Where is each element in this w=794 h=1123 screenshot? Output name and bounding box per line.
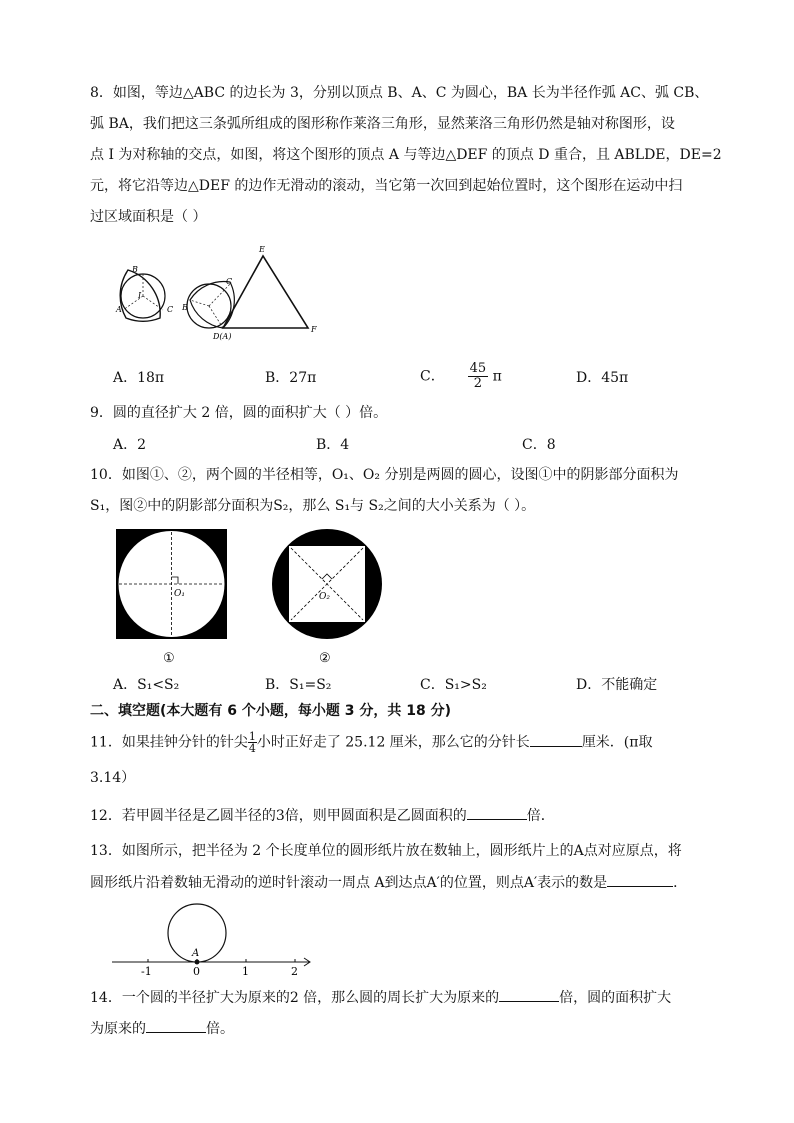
q10-figure-1 xyxy=(116,529,228,667)
q8-option-c-prefix: C． xyxy=(420,368,445,385)
q14-line-1 xyxy=(90,987,671,1008)
q14-part-3: 为原来的 xyxy=(90,1021,146,1037)
q8-option-c-fraction: $\frac{45}{2}$ xyxy=(469,361,487,391)
q8-option-c[interactable] xyxy=(420,362,502,391)
triangle-def xyxy=(223,256,308,328)
fig8-label-e: E xyxy=(259,245,265,254)
q10-line-1: 10．如图①、②，两个圆的半径相等，O₁、O₂ 分别是两圆的圆心，设图①中的阴影部分面积为 xyxy=(90,467,679,483)
q12-answer-blank[interactable] xyxy=(467,805,527,820)
fig1-caption: ① xyxy=(163,651,175,666)
q10-option-a[interactable]: A．S₁<S₂ xyxy=(113,677,180,693)
q10-option-b[interactable]: B．S₁=S₂ xyxy=(265,677,332,693)
q8-option-c-suffix: π xyxy=(492,368,502,385)
q9-option-a[interactable]: A．2 xyxy=(113,437,147,453)
q11-fraction: $\frac{1}{4}$ xyxy=(248,730,256,755)
fig2-caption: ② xyxy=(319,651,331,666)
q8-reuleaux-figure xyxy=(108,240,328,345)
q14-line-2 xyxy=(90,1018,234,1039)
fig8-label-b2: B xyxy=(182,303,188,312)
section-2-heading: 二、填空题(本大题有 6 个小题，每小题 3 分，共 18 分) xyxy=(90,703,452,719)
q14-answer-blank-2[interactable] xyxy=(146,1018,206,1033)
fig8-label-c: C xyxy=(226,277,233,286)
q8-line-5: 过区域面积是（ ） xyxy=(90,209,207,225)
q10-figure-2 xyxy=(272,529,384,667)
q13-answer-blank[interactable] xyxy=(607,872,673,887)
q14-part-4: 倍。 xyxy=(206,1021,234,1037)
tick-label-1: 1 xyxy=(242,965,249,978)
tick-label-2: 2 xyxy=(291,965,298,978)
q8-line-4: 元，将它沿等边△DEF 的边作无滑动的滚动，当它第一次回到起始位置时，这个图形在运动中扫 xyxy=(90,178,683,194)
q8-line-1: 8．如图，等边△ABC 的边长为 3，分别以顶点 B、A、C 为圆心，BA 长为半径作弧 AC、弧 CB、 xyxy=(90,85,709,101)
fig8-label-i: I xyxy=(138,291,142,300)
q12-part-1: 12．若甲圆半径是乙圆半径的3倍，则甲圆面积是乙圆面积的 xyxy=(90,808,467,824)
q13-part-1: 圆形纸片沿着数轴无滑动的逆时针滚动一周点 A到达点A′的位置，则点A′表示的数是 xyxy=(90,875,608,891)
q13-part-2: ． xyxy=(673,875,688,891)
fig8-label-c-left: C xyxy=(167,305,174,314)
fig1-center-label: O₁ xyxy=(174,589,185,599)
q9-stem: 9．圆的直径扩大 2 倍，圆的面积扩大（ ）倍。 xyxy=(90,405,388,421)
q11-part-1: 11．如果挂钟分针的针尖 xyxy=(90,734,248,751)
fig8-label-da: D(A) xyxy=(213,332,232,341)
q8-line-3: 点 I 为对称轴的交点，如图，将这个图形的顶点 A 与等边△DEF 的顶点 D 重合，且 ABLDE，DE=2 xyxy=(90,147,722,163)
tick-label-neg1: -1 xyxy=(141,965,152,978)
fig8-label-a-left: A xyxy=(116,305,122,314)
q14-part-2: 倍，圆的面积扩大 xyxy=(559,990,672,1006)
point-a xyxy=(195,960,200,965)
fig8-label-b: B xyxy=(132,265,138,274)
fig8-label-f: F xyxy=(311,325,317,334)
q13-line-1: 13．如图所示，把半径为 2 个长度单位的圆形纸片放在数轴上，圆形纸片上的A点对应原点，将 xyxy=(90,843,682,859)
q8-option-d[interactable]: D．45π xyxy=(576,370,629,386)
q10-option-d[interactable]: D．不能确定 xyxy=(576,677,658,693)
tick-label-0: 0 xyxy=(193,965,200,978)
q11-part-3: 厘米．(π取 xyxy=(581,734,653,751)
q14-part-1: 14．一个圆的半径扩大为原来的2 倍，那么圆的周长扩大为原来的 xyxy=(90,990,500,1006)
q12-line xyxy=(90,805,555,826)
q12-part-2: 倍． xyxy=(526,808,555,824)
q13-line-2 xyxy=(90,872,687,893)
q11-part-2: 小时正好走了 25.12 厘米，那么它的分针长 xyxy=(256,734,530,751)
q10-option-c[interactable]: C．S₁>S₂ xyxy=(420,677,487,693)
q9-option-c[interactable]: C．8 xyxy=(522,437,556,453)
q9-option-b[interactable]: B．4 xyxy=(316,437,350,453)
q8-option-a[interactable]: A．18π xyxy=(113,370,165,386)
q8-option-b[interactable]: B．27π xyxy=(265,370,317,386)
q11-line-2: 3.14） xyxy=(90,770,136,786)
q14-answer-blank-1[interactable] xyxy=(499,987,559,1002)
q8-line-2: 弧 BA，我们把这三条弧所组成的图形称作莱洛三角形，显然莱洛三角形仍然是轴对称图形，设 xyxy=(90,116,675,132)
fig2-center-label: O₂ xyxy=(319,592,330,602)
point-a-label: A xyxy=(192,948,200,959)
q11-line-1 xyxy=(90,731,652,754)
q10-line-2: S₁，图②中的阴影部分面积为S₂，那么 S₁与 S₂之间的大小关系为（ ）。 xyxy=(90,498,536,514)
q11-answer-blank[interactable] xyxy=(530,732,582,747)
q13-number-line-figure xyxy=(112,900,318,980)
